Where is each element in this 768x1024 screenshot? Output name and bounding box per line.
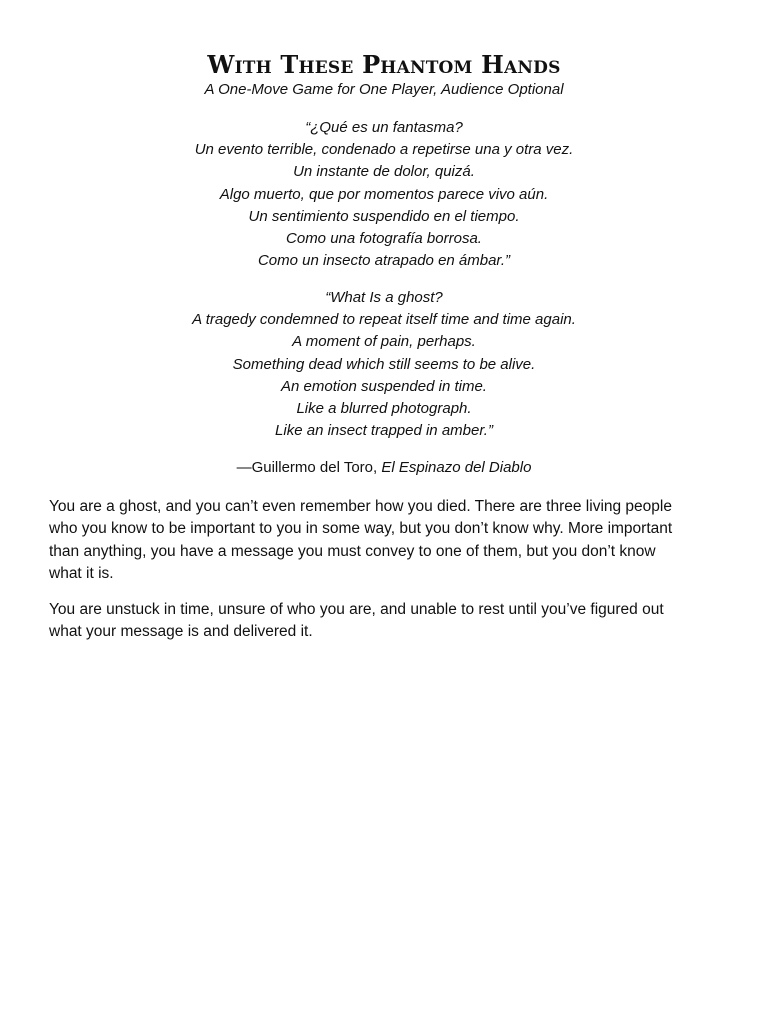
- paragraph-line: You are a ghost, and you can’t even remember how you died. There are three living people: [49, 498, 672, 515]
- epigraph-line: Like a blurred photograph.: [296, 399, 472, 417]
- epigraph-line: Un evento terrible, condenado a repetirse una y otra vez.: [194, 141, 574, 159]
- epigraph-line: Como una fotografía borrosa.: [286, 229, 482, 247]
- body-paragraph: [49, 599, 729, 644]
- document-subtitle: A One-Move Game for One Player, Audience Optional: [204, 81, 564, 98]
- attribution-work: El Espinazo del Diablo: [381, 459, 532, 476]
- epigraph-line: A tragedy condemned to repeat itself time and time again.: [192, 311, 576, 329]
- attribution-author: —Guillermo del Toro,: [236, 459, 382, 476]
- epigraph-line: “What Is a ghost?: [325, 289, 443, 306]
- paragraph-line: than anything, you have a message you must convey to one of them, but you don’t know: [49, 542, 656, 560]
- epigraph-line: Like an insect trapped in amber.”: [275, 422, 493, 440]
- epigraph-line: A moment of pain, perhaps.: [292, 333, 476, 351]
- body-paragraph: [49, 496, 729, 585]
- paragraph-line: what your message is and delivered it.: [49, 623, 313, 641]
- epigraph-line: Algo muerto, que por momentos parece vivo aún.: [219, 185, 549, 203]
- epigraph-line: Something dead which still seems to be alive.: [232, 355, 536, 373]
- paragraph-line: what it is.: [49, 564, 114, 582]
- epigraph-english: [0, 287, 768, 442]
- epigraph-line: Como un insecto atrapado en ámbar.”: [257, 252, 511, 270]
- paragraph-line: who you know to be important to you in some way, but you don’t know why. More important: [49, 520, 673, 538]
- paragraph-line: You are unstuck in time, unsure of who you are, and unable to rest until you’ve figured out: [49, 601, 664, 618]
- epigraph-line: “¿Qué es un fantasma?: [305, 119, 463, 136]
- epigraph-attribution: [0, 457, 768, 479]
- epigraph-spanish: [0, 117, 768, 272]
- epigraph-line: Un sentimiento suspendido en el tiempo.: [248, 207, 520, 225]
- epigraph-line: Un instante de dolor, quizá.: [293, 163, 475, 181]
- epigraph-line: An emotion suspended in time.: [281, 377, 487, 395]
- document-title: With These Phantom Hands: [207, 50, 561, 79]
